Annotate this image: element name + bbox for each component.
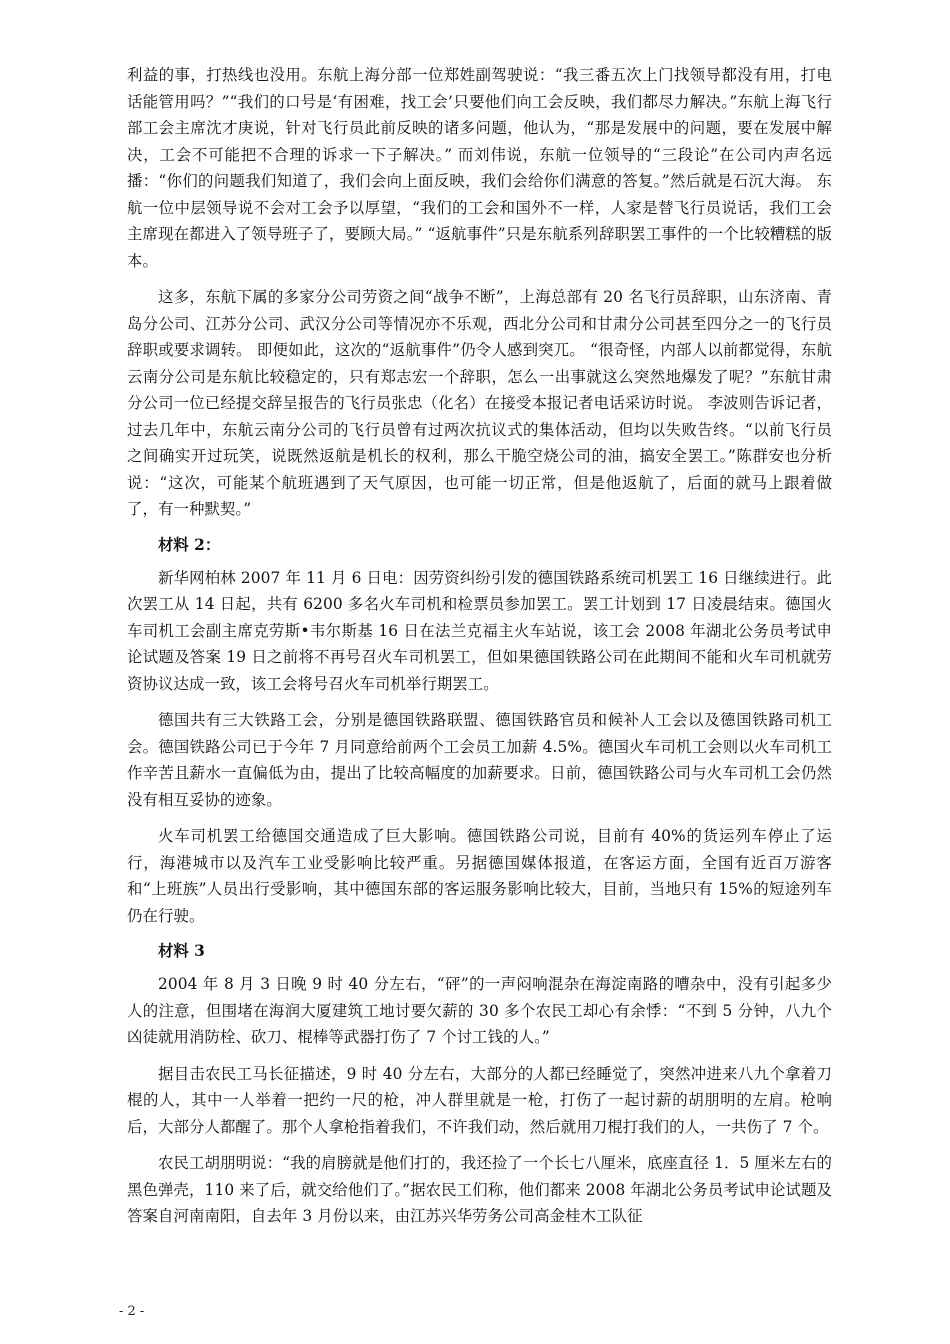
paragraph-2: 这多，东航下属的多家分公司劳资之间“战争不断”，上海总部有 20 名飞行员辞职，山东济南、青岛分公司、江苏分公司、武汉分公司等情况亦不乐观，西北分公司和甘肃分公司甚至四分之一的飞行员辞职或要求调转。 即便如此，这次的“返航事件”仍令人感到突兀。 “很奇怪，内部人以前都觉得，东航云南分公司是东航比较稳定的，只有郑志宏一个辞职，怎么一出事就这么突然地爆发了呢？”东航甘肃分公司一位已经提交辞呈报告的飞行员张忠（化名）在接受本报记者电话采访时说。 李波则告诉记者，过去几年中，东航云南分公司的飞行员曾有过两次抗议式的集体活动，但均以失败告终。“以前飞行员之间确实开过玩笑，说既然返航是机长的权利，那么干脆空烧公司的油，搞安全罢工。”陈群安也分析说：“这次，可能某个航班遇到了天气原因，也可能一切正常，但是他返航了，后面的就马上跟着做了，有一种默契。” <box>127 288 832 518</box>
paragraph-6: 2004 年 8 月 3 日晚 9 时 40 分左右，“砰”的一声闷响混杂在海淀南路的嘈杂中，没有引起多少人的注意，但围堵在海润大厦建筑工地讨要欠薪的 30 多个农民工却心有余悸：“不到 5 分钟，八九个凶徒就用消防栓、砍刀、棍棒等武器打伤了 7 个讨工钱的人。” <box>127 975 832 1046</box>
paragraph-7: 据目击农民工马长征描述，9 时 40 分左右，大部分的人都已经睡觉了，突然冲进来八九个拿着刀棍的人，其中一人举着一把约一尺的枪，冲人群里就是一枪，打伤了一起讨薪的胡朋明的左肩。枪响后，大部分人都醒了。那个人拿枪指着我们，不许我们动，然后就用刀棍打我们的人，一共伤了 7 个。 <box>127 1064 832 1136</box>
section-heading-material-2: 材料 2： <box>158 535 221 554</box>
paragraph-1: 利益的事，打热线也没用。东航上海分部一位郑姓副驾驶说：“我三番五次上门找领导都没有用，打电话能管用吗？”“我们的口号是‘有困难，找工会’只要他们向工会反映，我们都尽力解决。”东航上海飞行部工会主席沈才庚说，针对飞行员此前反映的诸多问题，他认为，“那是发展中的问题，要在发展中解决，工会不可能把不合理的诉求一下子解决。” 而刘伟说，东航一位领导的“三段论”在公司内声名远播：“你们的问题我们知道了，我们会向上面反映，我们会给你们满意的答复。”然后就是石沉大海。 东航一位中层领导说不会对工会予以厚望，“我们的工会和国外不一样，人家是替飞行员说话，我们工会主席现在都进入了领导班子了，要顾大局。” “返航事件”只是东航系列辞职罢工事件的一个比较糟糕的版本。 <box>127 66 832 270</box>
paragraph-8: 农民工胡朋明说：“我的肩膀就是他们打的，我还捡了一个长七八厘米，底座直径 1．5 厘米左右的黑色弹壳，110 来了后，就交给他们了。”据农民工们称，他们都来 2008 年湖北公务员考试申论试题及答案自河南南阳，自去年 3 月份以来，由江苏兴华劳务公司高金桂木工队征 <box>127 1154 832 1225</box>
paragraph-5: 火车司机罢工给德国交通造成了巨大影响。德国铁路公司说，目前有 40%的货运列车停止了运行，海港城市以及汽车工业受影响比较严重。另据德国媒体报道，在客运方面，全国有近百万游客和“上班族”人员出行受影响，其中德国东部的客运服务影响比较大，目前，当地只有 15%的短途列车仍在行驶。 <box>127 827 832 925</box>
document-body <box>127 62 832 1240</box>
section-heading-material-3: 材料 3 <box>158 942 205 960</box>
paragraph-4: 德国共有三大铁路工会，分别是德国铁路联盟、德国铁路官员和候补人工会以及德国铁路司机工会。德国铁路公司已于今年 7 月同意给前两个工会员工加薪 4.5%。德国火车司机工会则以火车司机工作辛苦且薪水一直偏低为由，提出了比较高幅度的加薪要求。日前，德国铁路公司与火车司机工会仍然没有相互妥协的迹象。 <box>127 711 832 809</box>
page-number: - 2 - <box>119 1304 145 1319</box>
paragraph-3: 新华网柏林 2007 年 11 月 6 日电：因劳资纠纷引发的德国铁路系统司机罢工 16 日继续进行。此次罢工从 14 日起，共有 6200 多名火车司机和检票员参加罢工。罢工计划到 17 日凌晨结束。德国火车司机工会副主席克劳斯•韦尔斯基 16 日在法兰克福主火车站说，该工会 2008 年湖北公务员考试申论试题及答案 19 日之前将不再号召火车司机罢工，但如果德国铁路公司在此期间不能和火车司机就劳资协议达成一致，该工会将号召火车司机举行期罢工。 <box>127 568 832 693</box>
